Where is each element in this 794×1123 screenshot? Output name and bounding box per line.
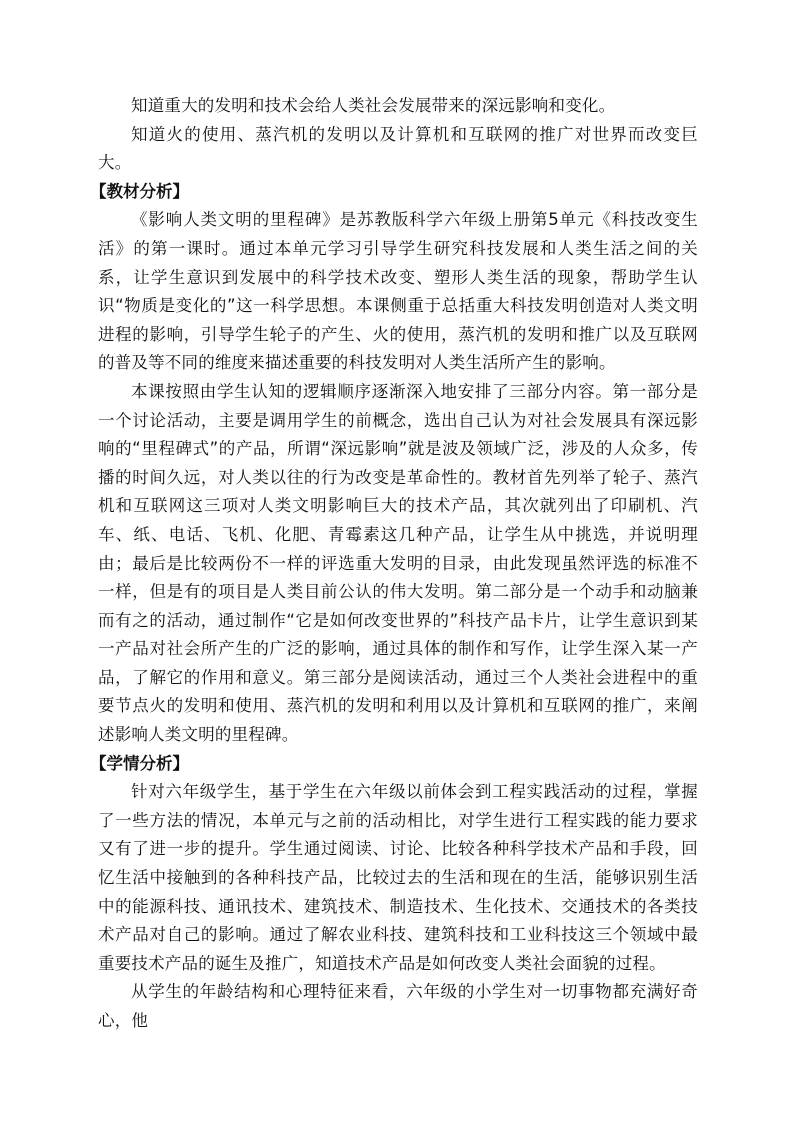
textbook-analysis-paragraph-1: 《影响人类文明的里程碑》是苏教版科学六年级上册第5单元《科技改变生活》的第一课时。通过本单元学习引导学生研究科技发展和人类生活之间的关系，让学生意识到发展中的科学技术改变、塑形人类生活的现象，帮助学生认识“物质是变化的”这一科学思想。本课侧重于总括重大科技发明创造对人类文明进程的影响，引导学生轮子的产生、火的使用，蒸汽机的发明和推广以及互联网的普及等不同的维度来描述重要的科技发明对人类生活所产生的影响。	[98, 210, 698, 373]
student-analysis-heading: 【学情分析】	[90, 753, 189, 773]
textbook-analysis-heading: 【教材分析】	[90, 181, 189, 201]
objective-paragraph-1: 知道重大的发明和技术会给人类社会发展带来的深远影响和变化。	[131, 96, 616, 115]
objective-paragraph-2: 知道火的使用、蒸汽机的发明以及计算机和互联网的推广对世界而改变巨大。	[98, 124, 698, 173]
student-analysis-paragraph-2: 从学生的年龄结构和心理特征来看，六年级的小学生对一切事物都充满好奇心，他	[98, 982, 698, 1030]
textbook-analysis-paragraph-2: 本课按照由学生认知的逻辑顺序逐渐深入地安排了三部分内容。第一部分是一个讨论活动，主要是调用学生的前概念，选出自己认为对社会发展具有深远影响的“里程碑式”的产品，所谓“深远影响”就是波及领域广泛，涉及的人众多，传播的时间久远，对人类以往的行为改变是革命性的。教材首先列举了轮子、蒸汽机和互联网这三项对人类文明影响巨大的技术产品，其次就列出了印刷机、汽车、纸、电话、飞机、化肥、青霉素这几种产品，让学生从中挑选，并说明理由；最后是比较两份不一样的评选重大发明的目录，由此发现虽然评选的标准不一样，但是有的项目是人类目前公认的伟大发明。第二部分是一个动手和动脑兼而有之的活动，通过制作“它是如何改变世界的”科技产品卡片，让学生意识到某一产品对社会所产生的广泛的影响，通过具体的制作和写作，让学生深入某一产品，了解它的作用和意义。第三部分是阅读活动，通过三个人类社会进程中的重要节点火的发明和使用、蒸汽机的发明和利用以及计算机和互联网的推广，来阐述影响人类文明的里程碑。	[98, 381, 698, 745]
document-page	[90, 92, 698, 1036]
student-analysis-paragraph-1: 针对六年级学生，基于学生在六年级以前体会到工程实践活动的过程，掌握了一些方法的情况，本单元与之前的活动相比，对学生进行工程实践的能力要求又有了进一步的提升。学生通过阅读、讨论、比较各种科学技术产品和手段，回忆生活中接触到的各种科技产品，比较过去的生活和现在的生活，能够识别生活中的能源科技、通讯技术、建筑技术、制造技术、生化技术、交通技术的各类技术产品对自己的影响。通过了解农业科技、建筑科技和工业科技这三个领域中最重要技术产品的诞生及推广，知道技术产品是如何改变人类社会面貌的过程。	[98, 782, 698, 973]
